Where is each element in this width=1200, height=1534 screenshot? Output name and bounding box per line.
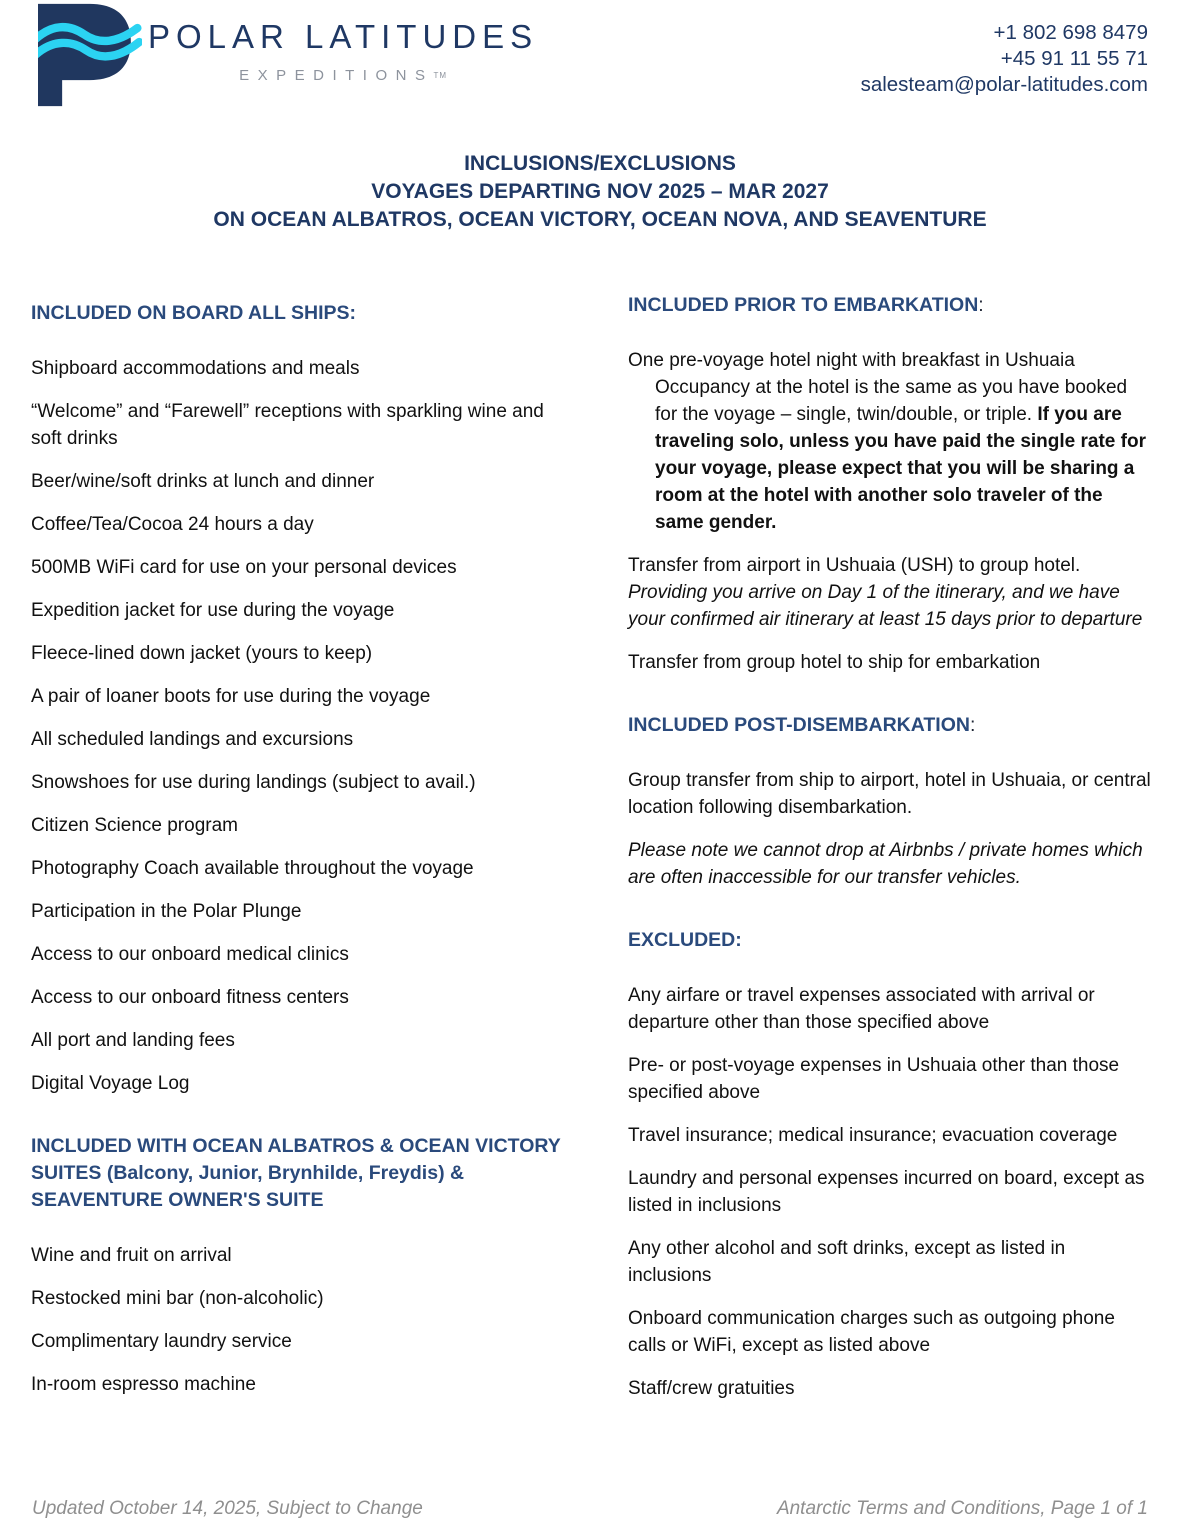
text-run: 500MB WiFi card for use on your personal devices — [31, 557, 457, 578]
text-run: : — [969, 714, 976, 736]
header-logo — [38, 0, 538, 110]
text-run: Digital Voyage Log — [31, 1073, 190, 1094]
list-item — [31, 855, 579, 882]
document-section — [628, 292, 1152, 676]
list-item — [628, 1052, 1152, 1106]
list-item — [31, 398, 579, 452]
trademark-symbol: TM — [433, 71, 448, 80]
list-item — [628, 347, 1152, 536]
text-run: Snowshoes for use during landings (subject to avail.) — [31, 772, 476, 793]
text-run: Pre- or post-voyage expenses in Ushuaia other than those specified above — [628, 1055, 1120, 1103]
list-item — [628, 1305, 1152, 1359]
contact-phone-intl: +45 91 11 55 71 — [1000, 47, 1148, 70]
list-item — [628, 552, 1152, 633]
brand-name: POLAR LATITUDES — [148, 18, 539, 55]
section-heading — [628, 927, 1152, 954]
text-run: Restocked mini bar (non-alcoholic) — [31, 1288, 324, 1309]
list-item — [31, 726, 579, 753]
list-item — [31, 812, 579, 839]
list-item — [628, 1375, 1152, 1402]
text-run: Transfer from group hotel to ship for embarkation — [628, 652, 1041, 673]
text-run: Onboard communication charges such as outgoing phone calls or WiFi, except as listed above — [628, 1308, 1115, 1356]
list-item — [31, 1070, 579, 1097]
document-title — [0, 150, 1200, 234]
right-column — [628, 292, 1152, 1418]
text-run: INCLUDED POST-DISEMBARKATION — [628, 714, 970, 736]
text-run: Any airfare or travel expenses associated with arrival or departure other than those specified above — [628, 985, 1095, 1033]
footer-updated-note: Updated October 14, 2025, Subject to Change — [32, 1498, 423, 1519]
footer-page-label: Antarctic Terms and Conditions, Page 1 of 1 — [776, 1498, 1148, 1519]
list-item — [31, 355, 579, 382]
list-item — [628, 1235, 1152, 1289]
list-item — [31, 554, 579, 581]
text-run: Travel insurance; medical insurance; evacuation coverage — [628, 1125, 1118, 1146]
contact-block — [861, 20, 1148, 98]
text-run: Beer/wine/soft drinks at lunch and dinner — [31, 471, 375, 492]
list-item — [628, 1122, 1152, 1149]
text-run: Laundry and personal expenses incurred on board, except as listed in inclusions — [628, 1168, 1145, 1216]
page-footer — [32, 1498, 1148, 1520]
list-item — [31, 1027, 579, 1054]
list-item — [31, 984, 579, 1011]
text-run: Staff/crew gratuities — [628, 1378, 795, 1399]
document-section — [628, 927, 1152, 1402]
text-run: Fleece-lined down jacket (yours to keep) — [31, 643, 373, 664]
brand-block — [148, 0, 538, 84]
text-run: All port and landing fees — [31, 1030, 235, 1051]
title-line-3: ON OCEAN ALBATROS, OCEAN VICTORY, OCEAN NOVA, AND SEAVENTURE — [213, 208, 987, 231]
list-item — [31, 597, 579, 624]
text-run: Transfer from airport in Ushuaia (USH) to group hotel. — [628, 555, 1081, 576]
section-heading — [31, 1133, 579, 1214]
text-run: Participation in the Polar Plunge — [31, 901, 302, 922]
list-item — [31, 1242, 579, 1269]
document-section — [628, 712, 1152, 891]
document-section — [31, 1133, 579, 1398]
text-run: All scheduled landings and excursions — [31, 729, 354, 750]
document-body — [31, 292, 1152, 1418]
list-item — [628, 982, 1152, 1036]
text-run: Please note we cannot drop at Airbnbs / private homes which are often inaccessible for our transfer vehicles. — [628, 840, 1143, 888]
brand-subtitle — [148, 67, 538, 84]
list-item — [628, 767, 1152, 821]
list-item — [628, 1165, 1152, 1219]
list-item — [628, 649, 1152, 676]
document-section — [31, 300, 579, 1097]
list-item — [31, 1371, 579, 1398]
text-run: Citizen Science program — [31, 815, 238, 836]
text-run: INCLUDED ON BOARD ALL SHIPS: — [31, 302, 357, 324]
text-run: Shipboard accommodations and meals — [31, 358, 360, 379]
title-line-2: VOYAGES DEPARTING NOV 2025 – MAR 2027 — [371, 180, 829, 203]
text-run: In-room espresso machine — [31, 1374, 256, 1395]
text-run: Wine and fruit on arrival — [31, 1245, 232, 1266]
text-run: : — [978, 294, 984, 316]
list-item — [31, 941, 579, 968]
polar-latitudes-logo-icon — [38, 0, 142, 110]
text-run: Access to our onboard medical clinics — [31, 944, 349, 965]
text-run: Coffee/Tea/Cocoa 24 hours a day — [31, 514, 314, 535]
list-item — [31, 511, 579, 538]
text-run: Expedition jacket for use during the voyage — [31, 600, 395, 621]
section-heading — [628, 712, 1152, 739]
list-item — [31, 769, 579, 796]
text-run: INCLUDED PRIOR TO EMBARKATION — [628, 294, 979, 316]
title-line-1: INCLUSIONS/EXCLUSIONS — [464, 152, 736, 175]
list-item — [628, 837, 1152, 891]
text-run: A pair of loaner boots for use during the voyage — [31, 686, 431, 707]
text-run: Complimentary laundry service — [31, 1331, 292, 1352]
text-run: Photography Coach available throughout the voyage — [31, 858, 474, 879]
text-run: “Welcome” and “Farewell” receptions with sparkling wine and soft drinks — [31, 401, 544, 449]
list-item — [31, 1285, 579, 1312]
text-run: EXCLUDED: — [628, 929, 742, 951]
text-run: If you are traveling solo, unless you have paid the single rate for your voyage, please expect that you will be sharing a room at the hotel with another solo traveler of the same gender. — [655, 404, 1146, 533]
list-item — [31, 898, 579, 925]
text-run: Any other alcohol and soft drinks, except as listed in inclusions — [628, 1238, 1066, 1286]
list-item — [31, 468, 579, 495]
text-run: One pre-voyage hotel night with breakfast in Ushuaia — [628, 350, 1075, 371]
text-run: Access to our onboard fitness centers — [31, 987, 349, 1008]
text-run: Occupancy at the hotel is the same as you have booked for the voyage – single, twin/double, or triple. — [655, 377, 1128, 425]
text-run: Providing you arrive on Day 1 of the itinerary, and we have your confirmed air itinerary at least 15 days prior to departure — [628, 582, 1143, 630]
brand-subtitle-text: EXPEDITIONS — [239, 67, 434, 84]
left-column — [31, 300, 579, 1414]
list-item — [31, 640, 579, 667]
contact-email: salesteam@polar-latitudes.com — [860, 73, 1148, 96]
text-run: Group transfer from ship to airport, hotel in Ushuaia, or central location following disembarkation. — [628, 770, 1151, 818]
list-item — [31, 683, 579, 710]
contact-phone-us: +1 802 698 8479 — [993, 21, 1148, 44]
text-run: INCLUDED WITH OCEAN ALBATROS & OCEAN VICTORY SUITES (Balcony, Junior, Brynhilde, Freydis) & SEAVENTURE OWNER'S SUITE — [31, 1135, 561, 1211]
section-heading — [628, 292, 1152, 319]
section-heading — [31, 300, 579, 327]
list-item — [31, 1328, 579, 1355]
